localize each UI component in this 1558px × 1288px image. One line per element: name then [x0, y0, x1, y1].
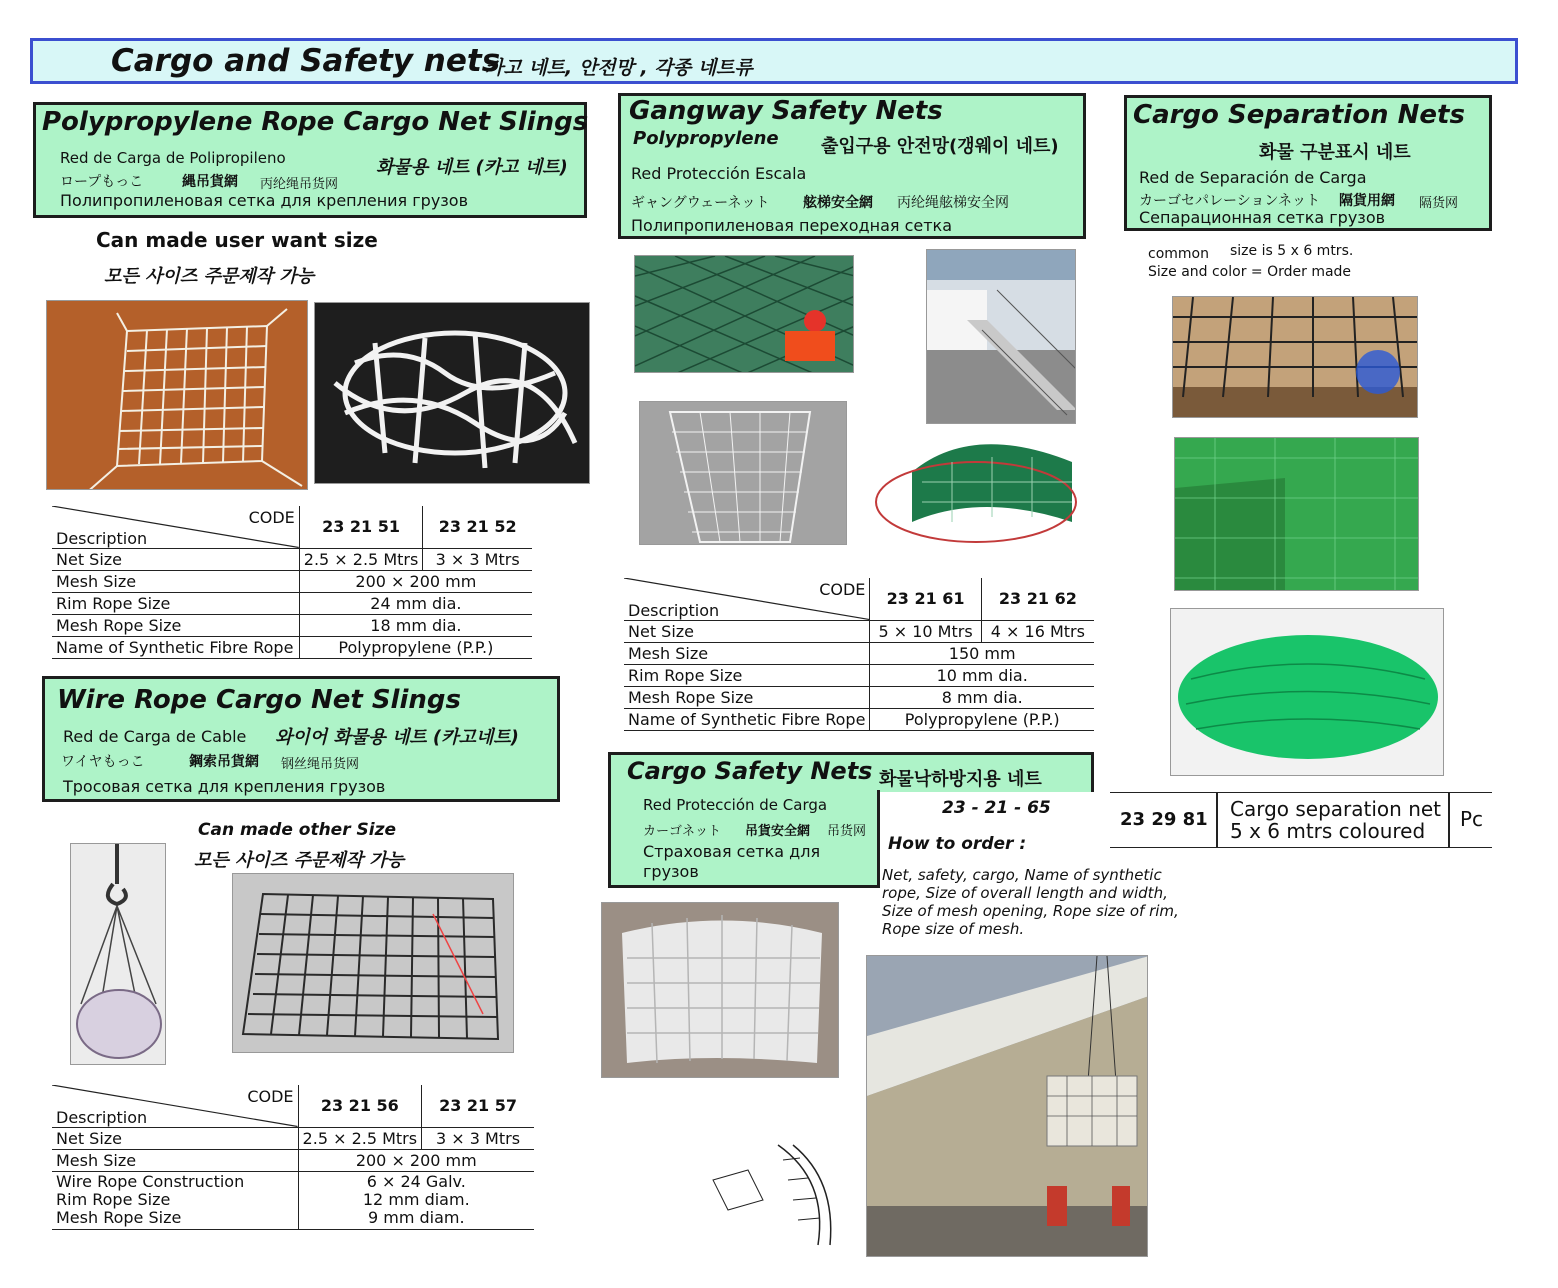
separation-ko: 화물 구분표시 네트	[1259, 142, 1411, 163]
wire-slings-ko: 와이어 화물용 네트 (카고네트)	[275, 727, 519, 748]
separation-title-box	[1124, 95, 1492, 231]
separation-ru: Сепарационная сетка грузов	[1139, 208, 1386, 227]
order-line: Rope size of mesh.	[882, 920, 1025, 938]
table-row: Mesh Rope Size 8 mm dia.	[624, 686, 1094, 708]
wire-slings-jp2: 鋼索吊貨網	[189, 754, 259, 770]
wire-slings-es: Red de Carga de Cable	[63, 727, 247, 746]
pp-slings-title-box	[33, 102, 587, 218]
cargo-safety-jp2: 吊貨安全網	[745, 824, 811, 839]
pp-net-image-1	[47, 301, 308, 490]
table-row: Name of Synthetic Fibre Rope Polypropylene (P.P.)	[52, 636, 532, 658]
separation-order: Size and color = Order made	[1148, 264, 1352, 280]
separation-common: common	[1148, 246, 1209, 262]
cargo-safety-image-2	[867, 956, 1148, 1257]
separation-photo-green-cover	[1174, 437, 1419, 591]
gangway-photo-climber	[634, 255, 854, 373]
order-line: Net, safety, cargo, Name of synthetic	[882, 866, 1162, 884]
table-row: Net Size 2.5 × 2.5 Mtrs 3 × 3 Mtrs	[52, 1127, 534, 1149]
gangway-image-4	[872, 432, 1080, 550]
gangway-jp2: 舷梯安全網	[803, 195, 873, 211]
wire-net-photo	[232, 873, 514, 1053]
gangway-photo-net-floor	[639, 401, 847, 545]
separation-title: Cargo Separation Nets	[1133, 100, 1465, 130]
table-code-header: CODE Description	[624, 578, 870, 620]
separation-image-3	[1171, 609, 1444, 776]
cargo-safety-title-box	[608, 752, 1094, 792]
gangway-es: Red Protección Escala	[631, 164, 807, 183]
code-cell: 23 21 52	[423, 506, 532, 548]
divider	[1216, 793, 1218, 847]
divider	[1448, 793, 1450, 847]
pp-net-photo-bundle	[314, 302, 590, 484]
gangway-image-2	[927, 250, 1076, 424]
table-row: Mesh Size 150 mm	[624, 642, 1094, 664]
table-code-header: CODE Description	[52, 1085, 298, 1127]
wire-can-made-ko: 모든 사이즈 주문제작 가능	[194, 850, 405, 871]
gangway-image-1	[635, 256, 854, 373]
wire-slings-title-box	[42, 676, 560, 802]
pp-net-photo-floor	[46, 300, 308, 490]
table-row: Net Size 5 × 10 Mtrs 4 × 16 Mtrs	[624, 620, 1094, 642]
separation-item-code: 23 29 81	[1120, 809, 1208, 830]
how-to-order-heading: How to order :	[888, 834, 1027, 854]
code-cell: 23 21 56	[298, 1085, 422, 1127]
separation-item-desc2: 5 x 6 mtrs coloured	[1230, 819, 1426, 843]
separation-size: size is 5 x 6 mtrs.	[1230, 243, 1354, 259]
table-code-header: CODE Description	[52, 506, 299, 548]
table-row: Mesh Rope Size 18 mm dia.	[52, 614, 532, 636]
cargo-safety-ko: 화물낙하방지용 네트	[879, 769, 1042, 790]
separation-photo-boxes	[1172, 296, 1418, 418]
cargo-safety-net-photo	[601, 902, 839, 1078]
pp-slings-ko: 화물용 네트 (카고 네트)	[376, 157, 568, 178]
pp-slings-jp2: 縄吊貨網	[182, 174, 238, 190]
wire-slings-ru: Тросовая сетка для крепления грузов	[63, 777, 386, 796]
gangway-title: Gangway Safety Nets	[629, 96, 943, 126]
page-subtitle: 카고 네트, 안전망 , 각종 네트류	[485, 57, 753, 79]
gangway-ko: 출입구용 안전망(갱웨이 네트)	[821, 136, 1059, 157]
wire-slings-jp: ワイヤもっこ	[61, 754, 145, 770]
separation-jp: カーゴセパレーションネット	[1139, 193, 1321, 209]
table-row: Rim Rope Size 24 mm dia.	[52, 592, 532, 614]
gangway-jp: ギャングウェーネット	[631, 195, 770, 211]
separation-item-desc1: Cargo separation net	[1230, 797, 1442, 821]
cargo-safety-ru: Страховая сетка для грузов	[643, 842, 821, 881]
pp-slings-es: Red de Carga de Polipropileno	[60, 149, 286, 167]
wire-sling-hook-photo	[70, 843, 166, 1065]
pp-slings-ru: Полипропиленовая сетка для крепления грузов	[60, 191, 469, 210]
gangway-cn: 丙纶绳舷梯安全网	[897, 195, 1009, 211]
order-line: rope, Size of overall length and width,	[882, 884, 1168, 902]
separation-image-1	[1173, 297, 1418, 418]
table-row: Name of Synthetic Fibre Rope Polypropylene (P.P.)	[624, 708, 1094, 730]
code-cell: 23 21 51	[299, 506, 423, 548]
separation-item-unit: Pc	[1460, 807, 1484, 831]
separation-jp2: 隔貨用網	[1339, 193, 1395, 209]
cargo-safety-ship-photo	[866, 955, 1148, 1257]
pp-can-made-ko: 모든 사이즈 주문제작 가능	[104, 266, 315, 287]
cargo-safety-jp: カーゴネット	[643, 824, 722, 839]
code-cell: 23 21 57	[422, 1085, 534, 1127]
net-sketch-drawing	[708, 1140, 838, 1250]
cargo-safety-code: 23 - 21 - 65	[942, 798, 1051, 818]
pp-slings-cn: 丙纶绳吊货网	[260, 177, 339, 192]
pp-can-made: Can made user want size	[96, 228, 378, 252]
table-row: Wire Rope Construction Rim Rope Size Mesh Rope Size 6 × 24 Galv. 12 mm diam. 9 mm diam.	[52, 1171, 534, 1229]
wire-sling-image	[71, 844, 166, 1065]
pp-slings-jp: ロープもっこ	[60, 174, 144, 190]
separation-item-row	[1110, 792, 1492, 848]
page-title: Cargo and Safety nets	[111, 43, 501, 79]
order-line: Size of mesh opening, Rope size of rim,	[882, 902, 1179, 920]
cargo-safety-cn: 吊货网	[827, 824, 867, 839]
net-sketch	[708, 1140, 838, 1250]
code-cell: 23 21 62	[981, 578, 1094, 620]
gangway-photo-ship	[926, 249, 1076, 424]
pp-slings-spec-table	[52, 506, 532, 659]
wire-slings-title: Wire Rope Cargo Net Slings	[57, 685, 461, 715]
separation-es: Red de Separación de Carga	[1139, 168, 1367, 187]
cargo-safety-title: Cargo Safety Nets	[627, 757, 873, 785]
page-header	[30, 38, 1518, 84]
wire-slings-cn: 钢丝绳吊货网	[281, 757, 360, 772]
table-row: Mesh Size 200 × 200 mm	[52, 570, 532, 592]
gangway-material: Polypropylene	[633, 128, 779, 149]
cargo-safety-lang-box	[608, 790, 880, 888]
gangway-spec-table	[624, 578, 1094, 731]
gangway-image-3	[640, 402, 847, 545]
pp-slings-title: Polypropylene Rope Cargo Net Slings	[42, 107, 589, 137]
wire-slings-spec-table	[52, 1085, 534, 1230]
table-row: Rim Rope Size 10 mm dia.	[624, 664, 1094, 686]
separation-photo-green-bundle	[1170, 608, 1444, 776]
separation-image-2	[1175, 438, 1419, 591]
wire-net-image	[233, 874, 514, 1053]
gangway-ru: Полипропиленовая переходная сетка	[631, 216, 953, 235]
table-row: Mesh Size 200 × 200 mm	[52, 1149, 534, 1171]
wire-can-made: Can made other Size	[198, 820, 397, 840]
code-cell: 23 21 61	[870, 578, 981, 620]
cargo-safety-image-1	[602, 903, 839, 1078]
gangway-title-box	[618, 93, 1086, 239]
cargo-safety-es: Red Protección de Carga	[643, 796, 828, 814]
separation-cn: 隔货网	[1419, 196, 1459, 211]
gangway-photo-green-net	[872, 432, 1080, 550]
table-row: Net Size 2.5 × 2.5 Mtrs 3 × 3 Mtrs	[52, 548, 532, 570]
pp-net-image-2	[315, 303, 590, 484]
